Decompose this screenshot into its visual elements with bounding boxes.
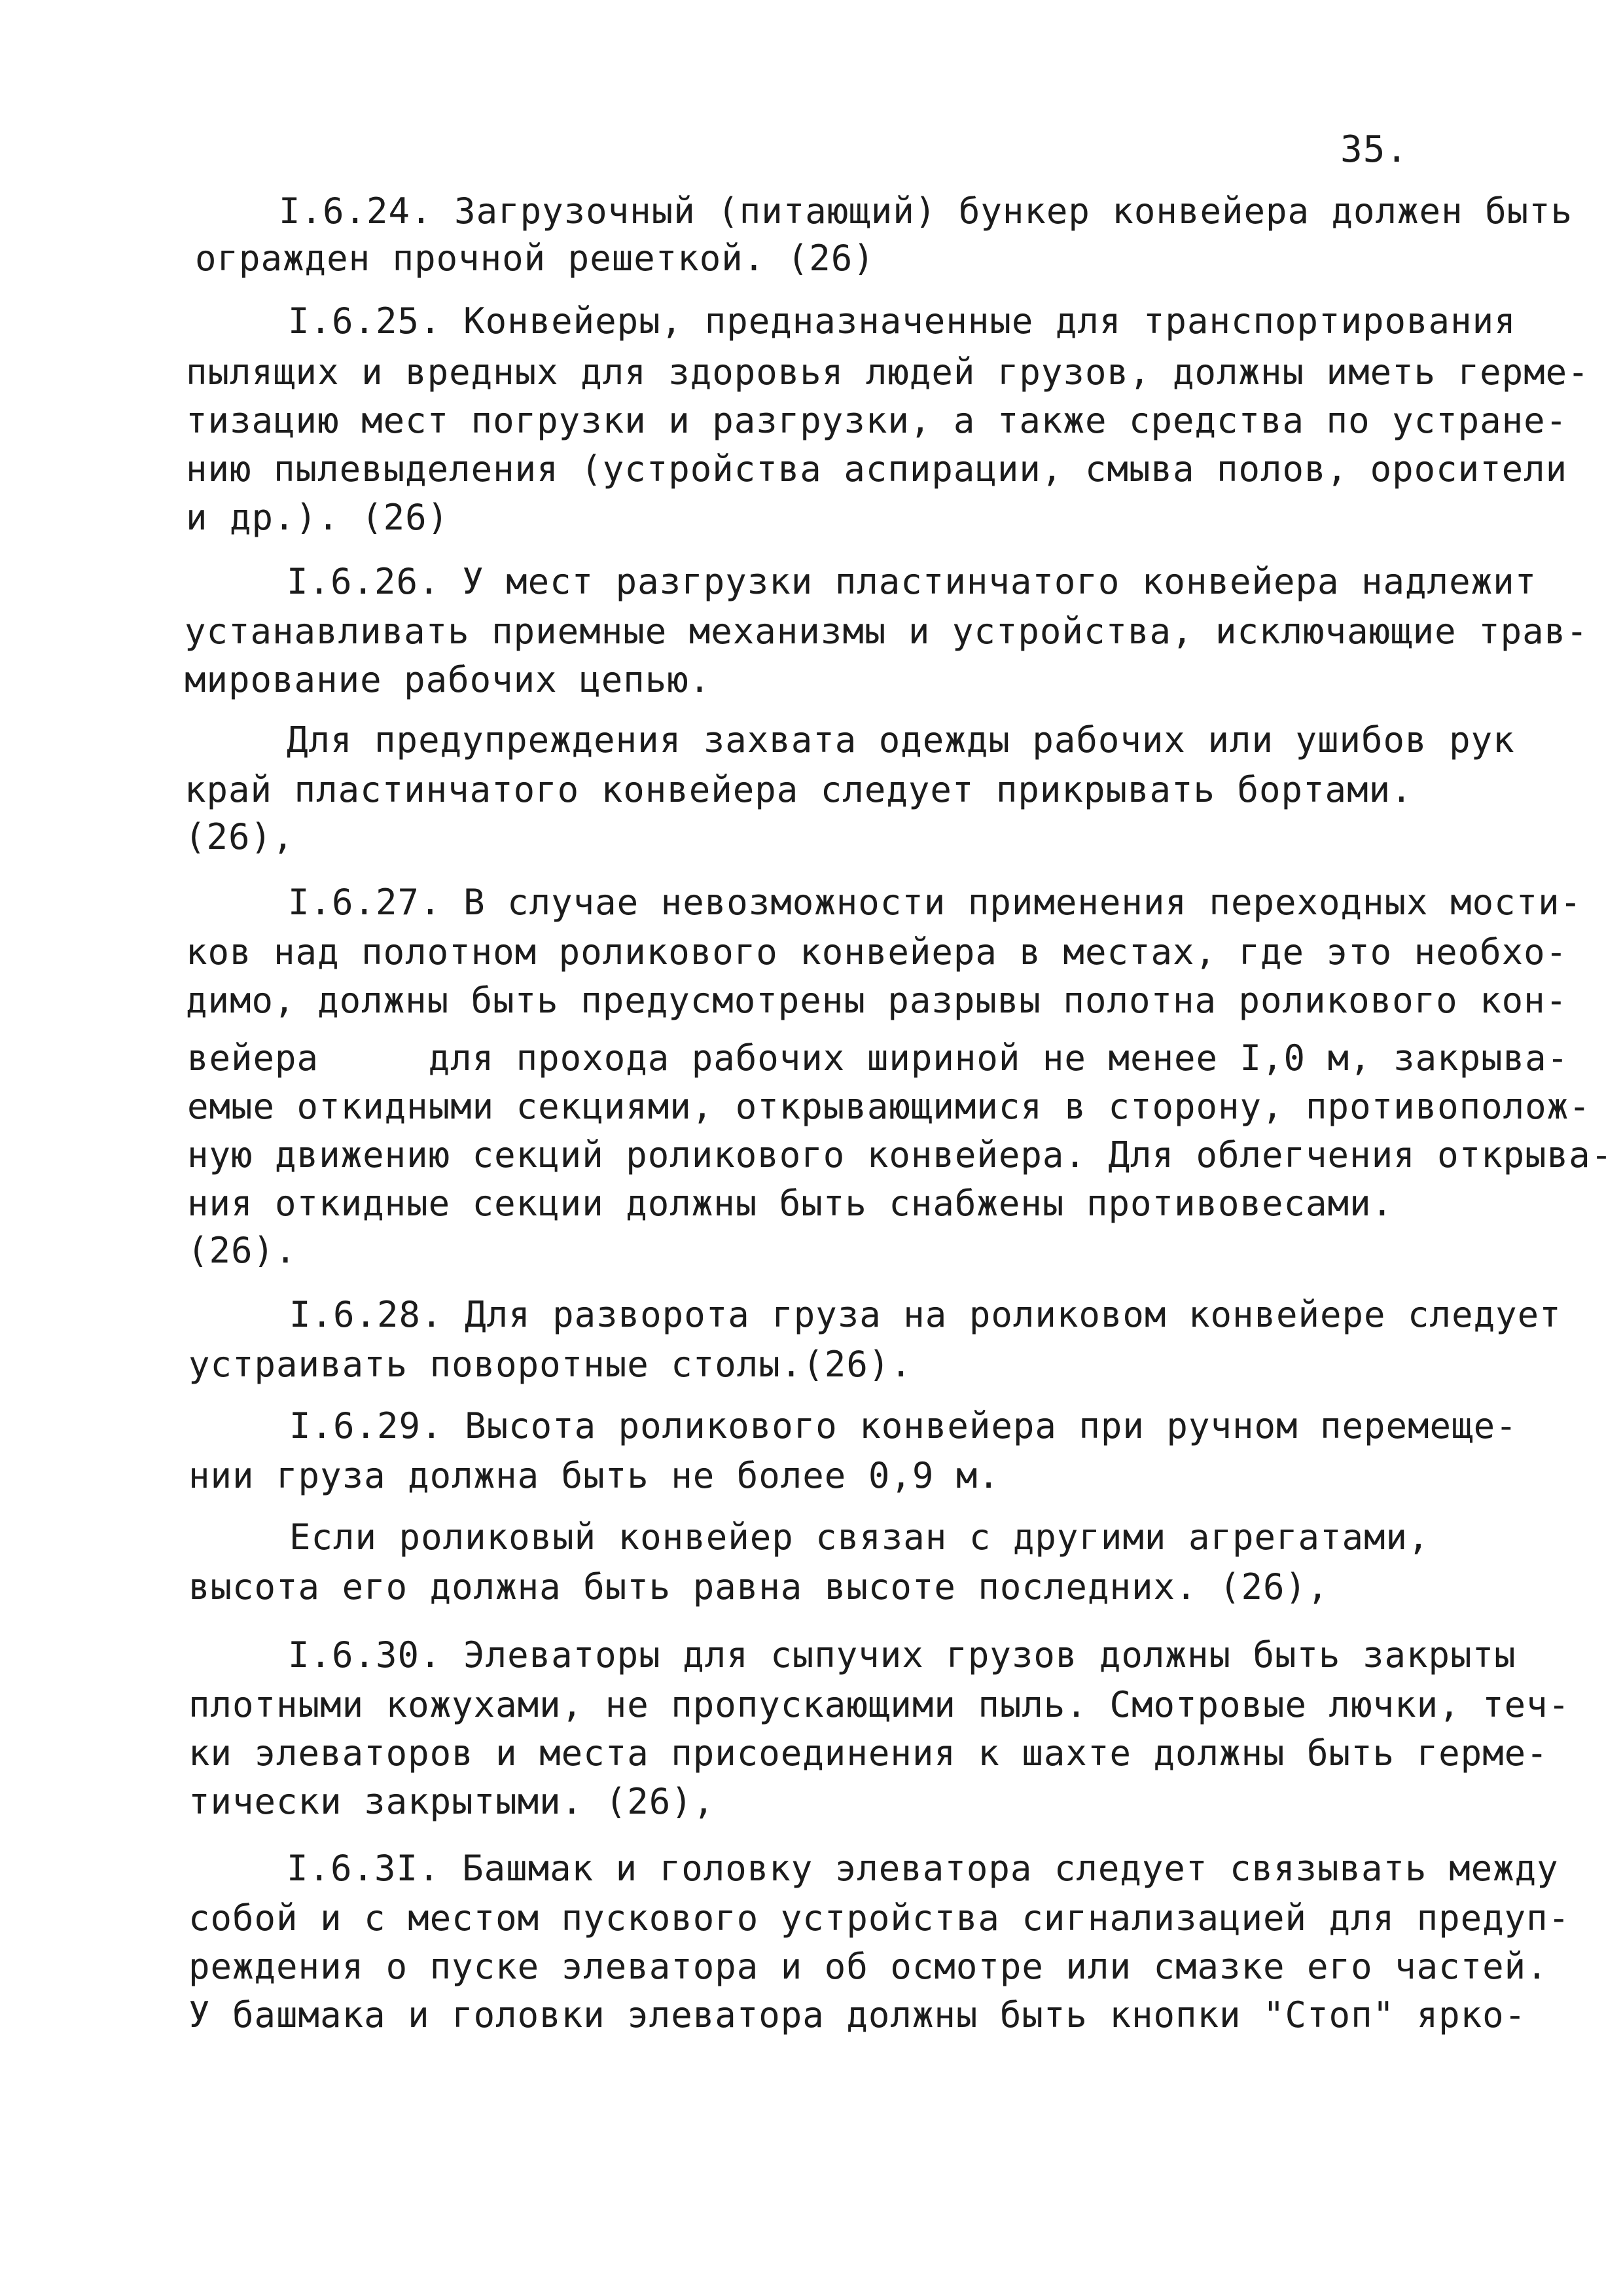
text-line: ки элеваторов и места присоединения к шахте должны быть герме- (188, 1732, 1548, 1774)
text-line: (26), (185, 816, 294, 857)
text-line: реждения о пуске элеватора и об осмотре или смазке его частей. (188, 1946, 1548, 1987)
text-line: устраивать поворотные столы.(26). (188, 1344, 912, 1385)
text-line: пылящих и вредных для здоровья людей грузов, должны иметь герме- (186, 351, 1590, 393)
text-line: нию пылевыделения (устройства аспирации, смыва полов, оросители (186, 448, 1568, 490)
text-line: и др.). (26) (186, 497, 450, 538)
text-line: огражден прочной решеткой. (26) (195, 238, 875, 279)
text-line: высота его должна быть равна высоте последних. (26), (188, 1566, 1329, 1607)
text-line: тически закрытыми. (26), (188, 1781, 715, 1822)
text-line: ков над полотном роликового конвейера в местах, где это необхо- (186, 931, 1568, 973)
text-line: I.6.3I. Башмак и головку элеватора следует связывать между (287, 1848, 1559, 1889)
text-line: I.6.24. Загрузочный (питающий) бункер конвейера должен быть (279, 190, 1573, 232)
text-line: собой и с местом пускового устройства сигнализацией для предуп- (188, 1897, 1571, 1939)
text-line: вейера для прохода рабочих шириной не менее I,0 м, закрыва- (187, 1037, 1569, 1079)
text-line: (26). (187, 1230, 297, 1271)
text-line: I.6.30. Элеваторы для сыпучих грузов должны быть закрыты (288, 1634, 1516, 1676)
text-line: I.6.25. Конвейеры, предназначенные для транспортирования (288, 300, 1516, 342)
text-line: нии груза должна быть не более 0,9 м. (188, 1455, 1000, 1496)
text-line: I.6.28. Для разворота груза на роликовом конвейере следует (289, 1294, 1561, 1335)
text-line: емые откидными секциями, открывающимися в сторону, противополож- (187, 1086, 1591, 1127)
text-line: I.6.29. Высота роликового конвейера при ручном перемеще- (289, 1405, 1518, 1446)
text-line: устанавливать приемные механизмы и устройства, исключающие трав- (185, 611, 1588, 652)
text-line: плотными кожухами, не пропускающими пыль. Смотровые лючки, теч- (188, 1684, 1571, 1725)
text-line: I.6.26. У мест разгрузки пластинчатого конвейера надлежит (287, 561, 1537, 602)
text-line: Для предупреждения захвата одежды рабочих или ушибов рук (287, 719, 1515, 761)
text-line: У башмака и головки элеватора должны быть кнопки "Стоп" ярко- (188, 1994, 1527, 2036)
text-line: димо, должны быть предусмотрены разрывы полотна роликового кон- (186, 980, 1568, 1021)
text-line: I.6.27. В случае невозможности применения переходных мости- (288, 882, 1582, 923)
text-line: мирование рабочих цепью. (185, 659, 711, 700)
text-line: тизацию мест погрузки и разгрузки, а также средства по устране- (186, 400, 1568, 441)
text-line: ния откидные секции должны быть снабжены противовесами. (187, 1183, 1394, 1224)
page-number: 35. (1340, 128, 1409, 171)
text-line: край пластинчатого конвейера следует прикрывать бортами. (185, 769, 1413, 810)
text-line: Если роликовый конвейер связан с другими агрегатами, (289, 1516, 1430, 1558)
text-line: ную движению секций роликового конвейера. Для облегчения открыва- (187, 1134, 1613, 1175)
